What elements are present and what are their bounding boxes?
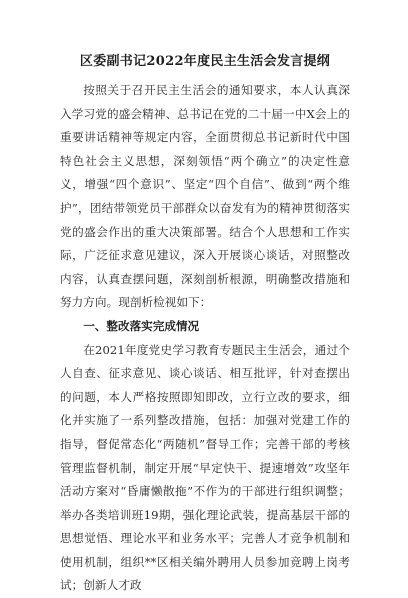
section-paragraph: 在2021年度党史学习教育专题民主生活会，通过个人自查、征求意见、谈心谈话、相互批评，针对查摆出的问题，本人严格按照即知即改，立行立改的要求，细化并实施了一系列整改措施，包括：加强对党建工作的指导，督促常态化“两随机”督导工作；完善干部的考核管理监督机制，制定开展“早定快干、提速增效”攻坚年活动方案对“昏庸懒散拖”不作为的干部进行组织调整；举办各类培训班19期，强化理论武装，提高基层干部的思想觉悟、理论水平和业务水平；完善人才竞争机制和使用机制，组织**区相关编外聘用人员参加竞聘上岗考试；创新人才政 <box>60 342 350 593</box>
intro-paragraph: 按照关于召开民主生活会的通知要求，本人认真深入学习党的盛会精神、总书记在党的二十届一中X会上的重要讲话精神等规定内容，全面贯彻总书记新时代中国特色社会主义思想，深刻领悟“两个确立”的决定性意义，增强“四个意识”、坚定“四个自信”、做到“两个维护”，团结带领党员干部群众以奋发有为的精神贯彻落实党的盛会作出的重大决策部署。结合个人思想和工作实际，广泛征求意见建议，深入开展谈心谈话，对照整改内容，认真查摆问题，深刻剖析根源，明确整改措施和努力方向。现剖析检视如下： <box>60 83 350 310</box>
document-title: 区委副书记2022年度民主生活会发言提纲 <box>79 54 331 69</box>
section-heading: 一、整改落实完成情况 <box>83 318 200 333</box>
document-content <box>60 53 350 598</box>
